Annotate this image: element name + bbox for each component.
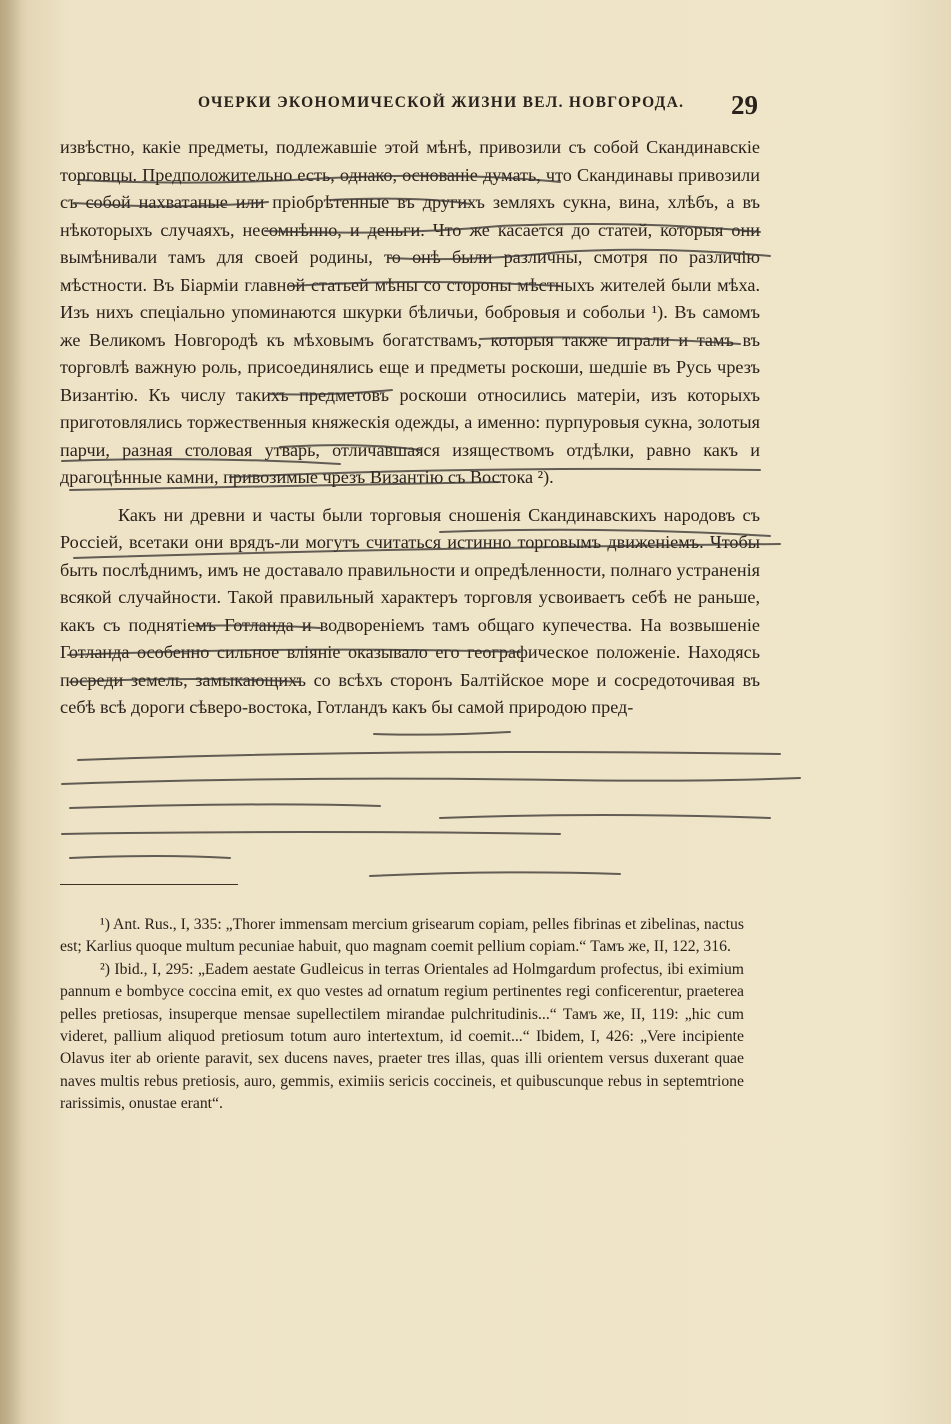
footnotes bbox=[60, 914, 744, 1116]
pencil-underline bbox=[440, 815, 770, 818]
binding-gutter-shadow bbox=[0, 0, 22, 1424]
footnote-1: ¹) Ant. Rus., I, 335: „Thorer immensam mercium grisearum copiam, pelles fibrinas et zibelinas, nactus est; Karlius quoque multum pecuniae habuit, quo magnam coemit pellium copiam.“ Тамъ же, II, 122, 316. bbox=[60, 916, 744, 956]
page-number: 29 bbox=[731, 90, 758, 120]
pencil-underline bbox=[370, 872, 620, 876]
pencil-underline bbox=[78, 752, 780, 760]
pencil-underline bbox=[62, 832, 560, 834]
main-text bbox=[60, 134, 760, 722]
pencil-underline bbox=[62, 778, 800, 784]
pencil-underline bbox=[374, 732, 510, 735]
footnote-separator-rule bbox=[60, 884, 238, 885]
pencil-underline bbox=[70, 856, 230, 858]
footnote-2: ²) Ibid., I, 295: „Eadem aestate Gudleicus in terras Orientales ad Holmgardum profectus, ibi eximium pannum e bombyce coccina emit, ex quo vestes ad ornatum regium pertinentes regi conficerentur, praeterea pelles pretiosas, insuperque mensae supellectilem mirandae pulchritudinis...“ Тамъ же, II, 119: „hic cum videret, pallium aliquod pretiosum totum auro intertextum, id coemit...“ Ibidem, I, 426: „Vere incipiente Olavus iter ab oriente paravit, sex ducens naves, praeter tres illas, quas illi orientem versus duxerant quae naves multis rebus pretiosis, auro, gemmis, eximiis sericis coccineis, et quibuscunque rebus in septemtrione rarissimis, onustae erant“. bbox=[60, 960, 744, 1113]
paragraph-1: извѣстно, какіе предметы, подлежавшіе этой мѣнѣ, привозили съ собой Скандинавскіе торговцы. Предположительно есть, однако, основаніе думать, что Скандинавы привозили съ собой нахватаные или пріобрѣтенные въ другихъ земляхъ сукна, вина, хлѣбъ, а въ нѣкоторыхъ случаяхъ, несомнѣнно, и деньги. Что же касается до статей, которыя они вымѣнивали тамъ для своей родины, то онѣ были различны, смотря по различію мѣстности. Въ Біарміи главной статьей мѣны со стороны мѣстныхъ жителей были мѣха. Изъ нихъ спеціально упоминаются шкурки бѣличьи, бобровыя и собольи ¹). Въ самомъ же Великомъ Новгородѣ къ мѣховымъ богатствамъ, которыя также играли и тамъ въ торговлѣ важную роль, присоединялись еще и предметы роскоши, шедшіе въ Русь чрезъ Византію. Къ числу такихъ предметовъ роскоши относились матеріи, изъ которыхъ приготовлялись торжественныя княжескія одежды, а именно: пурпуровыя сукна, золотыя парчи, разная столовая утварь, отличавшаяся изяществомъ отдѣлки, равно какъ и драгоцѣнные камни, привозимые чрезъ Византію съ Востока ²). bbox=[60, 137, 760, 487]
pencil-underline bbox=[70, 804, 380, 808]
running-head bbox=[198, 90, 758, 124]
paragraph-2: Какъ ни древни и часты были торговыя сношенія Скандинавскихъ народовъ съ Россіей, всетаки они врядъ-ли могутъ считаться истинно торговымъ движеніемъ. Чтобы быть послѣднимъ, имъ не доставало правильности и опредѣленности, полнаго устраненія всякой случайности. Такой правильный характеръ торговля усвоиваетъ себѣ не раньше, какъ съ поднятіемъ Готланда и водвореніемъ тамъ общаго купечества. На возвышеніе Готланда особенно сильное вліяніе оказывало его географическое положеніе. Находясь посреди земель, замыкающихъ со всѣхъ сторонъ Балтійское море и сосредоточивая въ себѣ всѣ дороги сѣверо-востока, Готландъ какъ бы самой природою пред- bbox=[60, 504, 760, 717]
running-title: ОЧЕРКИ ЭКОНОМИЧЕСКОЙ ЖИЗНИ ВЕЛ. НОВГОРОДА. bbox=[198, 94, 685, 111]
